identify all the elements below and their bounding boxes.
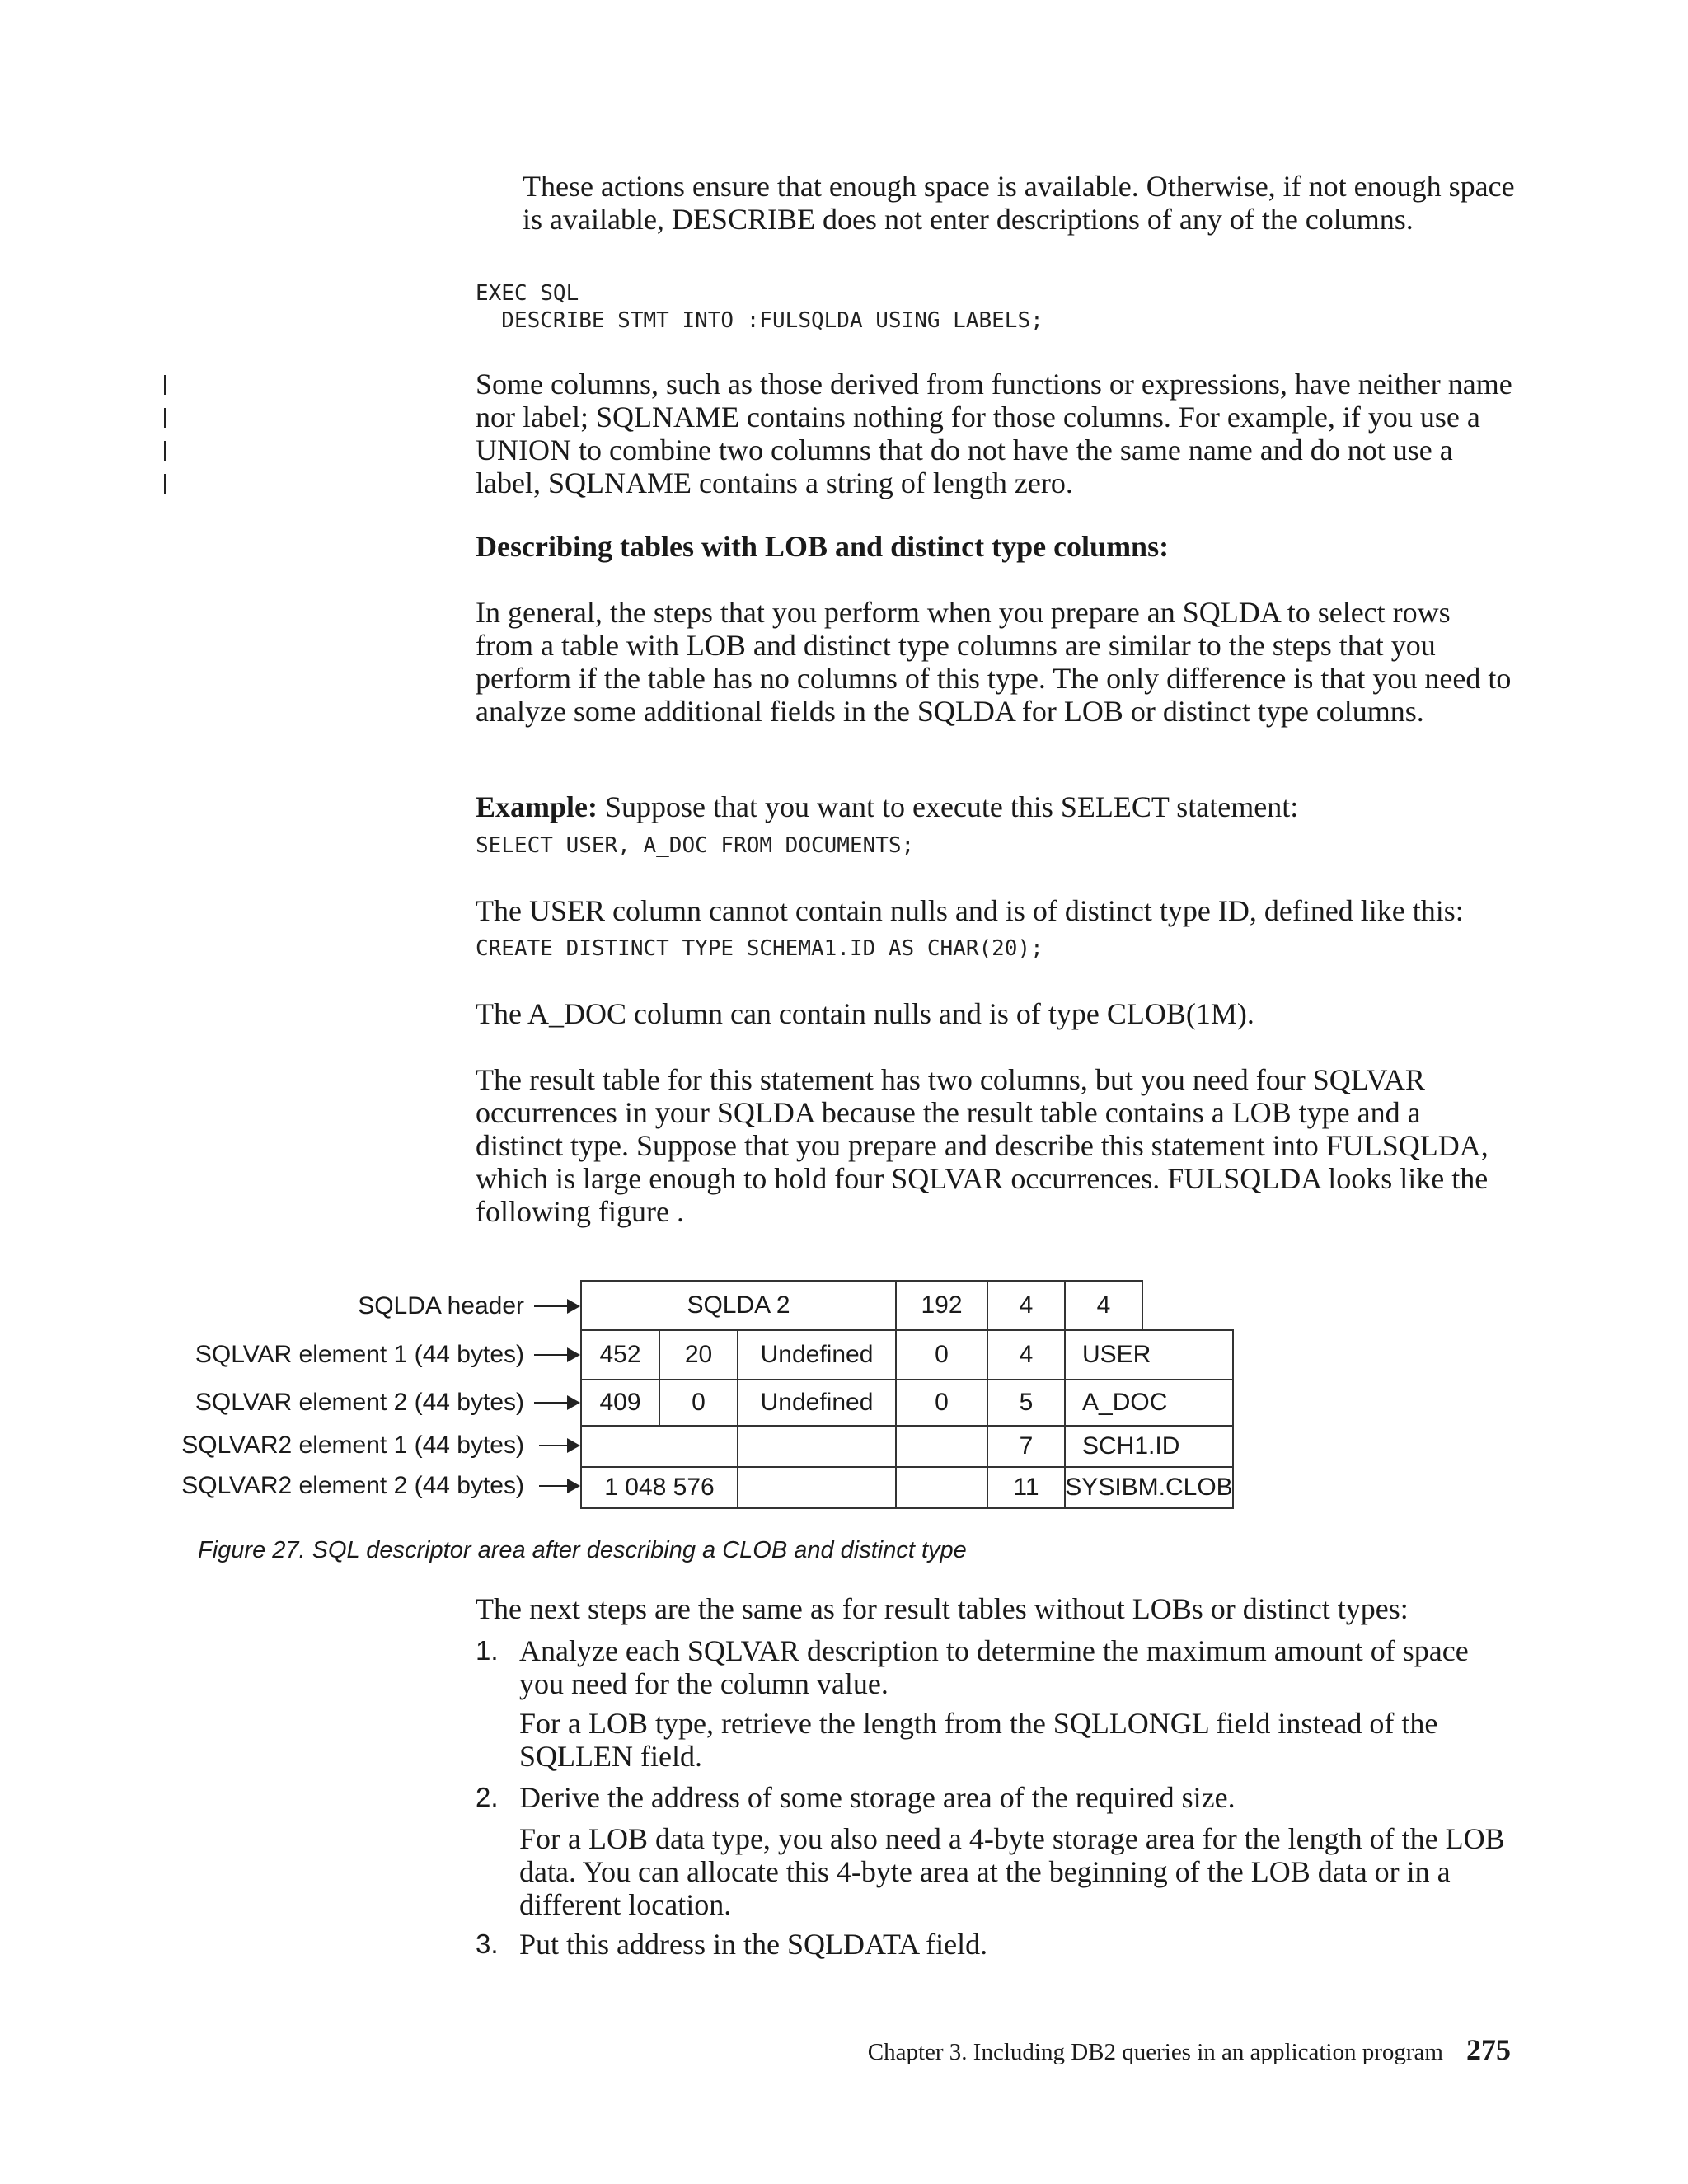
change-bar [164,408,166,428]
example-label: Example: [476,790,598,823]
cell-r2-sqldata: Undefined [737,1379,897,1427]
cell-r2-sqllen: 0 [659,1379,738,1427]
user-paragraph: The USER column cannot contain nulls and is of distinct type ID, defined like this: [476,894,1464,927]
example-paragraph [476,790,1514,823]
arrow-icon [539,1445,579,1446]
section-heading: Describing tables with LOB and distinct type columns: [476,530,1170,563]
step-number: 1. [476,1635,499,1666]
cell-r1-sqltype: 452 [580,1329,660,1380]
cell-r1-sqllen: 20 [659,1329,738,1380]
arrow-icon [534,1354,579,1356]
cell-header-sqldabc: 192 [895,1280,988,1331]
columns-paragraph: Some columns, such as those derived from functions or expressions, have neither name nor label; SQLNAME contains nothing for those columns. For example, if you use a UNION to combine two columns that do not have the same name and do not use a label, SQLNAME contains a string of length zero. [476,368,1512,499]
step-subtext: For a LOB type, retrieve the length from the SQLLONGL field instead of the SQLLEN field. [519,1707,1438,1773]
label-sqlvar1: SQLVAR element 1 (44 bytes) [195,1341,524,1368]
cell-r1-sqldata: Undefined [737,1329,897,1380]
next-steps-paragraph: The next steps are the same as for result tables without LOBs or distinct types: [476,1592,1409,1625]
change-bar [164,474,166,494]
code-describe: EXEC SQL DESCRIBE STMT INTO :FULSQLDA USING LABELS; [476,281,1043,333]
cell-r2-namelen: 5 [987,1379,1066,1427]
change-bar [164,375,166,395]
label-sqlvar2: SQLVAR element 2 (44 bytes) [195,1389,524,1416]
code-select: SELECT USER, A_DOC FROM DOCUMENTS; [476,833,915,858]
cell-header-sqld: 4 [1064,1280,1143,1331]
cell-r4-sqltname: SYSIBM.CLOB [1064,1466,1234,1509]
label-sqlvar2-1: SQLVAR2 element 1 (44 bytes) [181,1432,524,1459]
page-footer [868,2033,1511,2069]
cell-r1-sqlname: USER [1064,1329,1234,1380]
step-subtext: For a LOB data type, you also need a 4-byte storage area for the length of the LOB data. You can allocate this 4-byte area at the beginning of the LOB data or in a different location. [519,1822,1505,1921]
label-sqlda-header: SQLDA header [358,1292,524,1319]
label-sqlvar2-2: SQLVAR2 element 2 (44 bytes) [181,1472,524,1499]
cell-r4-pad [895,1466,988,1509]
cell-r2-sqltype: 409 [580,1379,660,1427]
step-number: 2. [476,1782,499,1812]
adoc-paragraph: The A_DOC column can contain nulls and is of type CLOB(1M). [476,997,1254,1030]
cell-header-sqln: 4 [987,1280,1066,1331]
cell-r2-sqlname: A_DOC [1064,1379,1234,1427]
change-bar [164,441,166,461]
result-paragraph: The result table for this statement has two columns, but you need four SQLVAR occurrences in your SQLDA because the result table contains a LOB type and a distinct type. Suppose that you prepare and describe this statement into FULSQLDA, which is large enough to hold four SQLVAR occurrences. FULSQLDA looks like the following figure . [476,1063,1489,1228]
page-number: 275 [1466,2033,1511,2066]
cell-r4-sqllongl: 1 048 576 [580,1466,738,1509]
arrow-icon [534,1402,579,1404]
cell-r3-reserved [580,1425,738,1468]
cell-r3-namelen: 7 [987,1425,1066,1468]
step-text: Analyze each SQLVAR description to determine the maximum amount of space you need for the column value. [519,1634,1469,1700]
figure-caption: Figure 27. SQL descriptor area after describing a CLOB and distinct type [198,1537,967,1563]
arrow-icon [534,1305,579,1307]
cell-r4-sqldatal [737,1466,897,1509]
cell-r1-namelen: 4 [987,1329,1066,1380]
cell-r3-sqltname: SCH1.ID [1064,1425,1234,1468]
step-text: Derive the address of some storage area of the required size. [519,1781,1236,1814]
chapter-title: Chapter 3. Including DB2 queries in an application program [867,2039,1443,2065]
cell-r1-sqlind: 0 [895,1329,988,1380]
example-text: Suppose that you want to execute this SELECT statement: [598,790,1299,823]
cell-r3-sqldatal [737,1425,897,1468]
arrow-icon [539,1485,579,1487]
cell-r3-sqltname-len-pad [895,1425,988,1468]
step-text: Put this address in the SQLDATA field. [519,1928,988,1961]
cell-header-sqldaid: SQLDA 2 [580,1280,897,1331]
general-paragraph: In general, the steps that you perform when you prepare an SQLDA to select rows from a table with LOB and distinct type columns are similar to the steps that you perform if the table has no columns of this type. The only difference is that you need to analyze some additional fields in the SQLDA for LOB or distinct type columns. [476,596,1512,728]
intro-paragraph: These actions ensure that enough space is available. Otherwise, if not enough space is available, DESCRIBE does not enter descriptions of any of the columns. [523,170,1515,236]
step-number: 3. [476,1929,499,1959]
cell-r4-namelen: 11 [987,1466,1066,1509]
cell-r2-sqlind: 0 [895,1379,988,1427]
code-create: CREATE DISTINCT TYPE SCHEMA1.ID AS CHAR(20); [476,936,1043,961]
